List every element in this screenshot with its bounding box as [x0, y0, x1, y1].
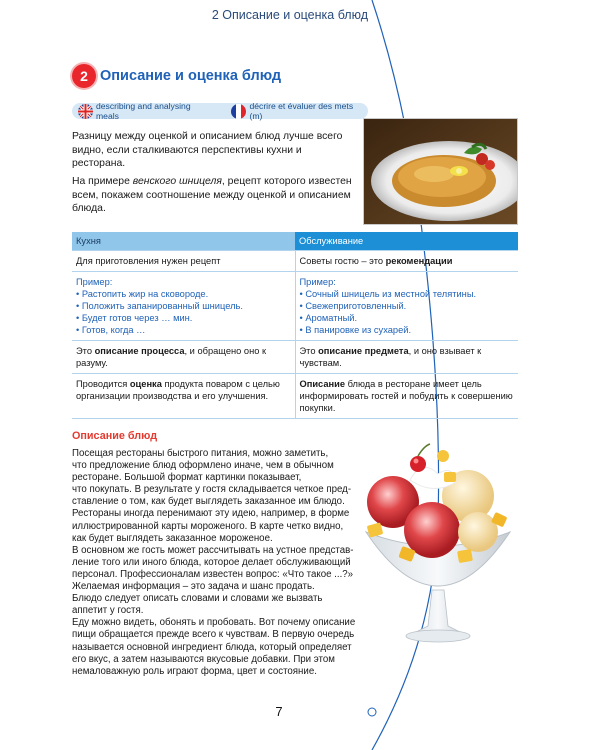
page-number: 7	[275, 704, 283, 719]
running-header: 2 Описание и оценка блюд	[211, 8, 368, 22]
table-cell: Это описание предмета, и оно взывает к чувствам.	[295, 341, 518, 374]
table-cell: Описание блюда в ресторане имеет цель информировать гостей и побудить к совершению покупки.	[295, 374, 518, 419]
table-cell: Пример: • Растопить жир на сковороде. • Положить запанированный шницель. • Будет готов через … мин. • Готов, когда …	[72, 272, 295, 341]
english-term: describing and analysing meals	[96, 101, 191, 121]
ice-cream-sundae-photo	[348, 440, 528, 650]
language-strip	[72, 103, 368, 119]
french-term: décrire et évaluer des mets (m)	[249, 101, 354, 121]
uk-flag-icon	[78, 104, 93, 119]
table-row	[72, 251, 518, 272]
table-cell: Проводится оценка продукта поваром с целью организации производства и его улучшения.	[72, 374, 295, 419]
column-header-service: Обслуживание	[295, 232, 518, 251]
intro-paragraph-1: Разницу между оценкой и описанием блюд лучше всего видно, если сталкиваются перспективы кухни и ресторана.	[72, 131, 343, 170]
table-cell: Советы гостю – это рекомендации	[295, 251, 518, 272]
table-row	[72, 374, 518, 419]
table-cell: Пример: • Сочный шницель из местной телятины. • Свежеприготовленный. • Ароматный. • В панировке из сухарей.	[295, 272, 518, 341]
section-title: Описание и оценка блюд	[100, 68, 282, 84]
comparison-table	[72, 232, 518, 419]
france-flag-icon	[231, 104, 246, 119]
schnitzel-photo	[363, 118, 518, 225]
body-text: Посещая рестораны быстрого питания, можно заметить, что предложение блюд оформлено иначе, чем в обычном ресторане. Большой формат картинки показывает, что покупать. В результате у гостя складывается четкое пред- ставление о том, как будет выглядеть заказанное им блюдо. Рестораны иногда перенимают эту идею, например, в форме иллюстрированной карты мороженого. В карте четко видно, как будет выглядеть заказанное мороженое. В основном же гость может рассчитывать на устное представ- ление того или иного блюда, которое делает обслуживающий персонал. Профессионалам известен вопрос: «Что такое ...?» Желаемая информация – это задача и шанс продать. Блюдо следует описать словами и словами же вызвать аппетит у гостя. Еду можно видеть, обонять и пробовать. Вот почему описание пищи обращается прежде всего к чувствам. В первую очередь называется основной ингредиент блюда, который определяет его вкус, а затем называются вкусовые добавки. При этом немаловажную роль играют форма, цвет и состояние.	[72, 448, 356, 677]
table-cell: Для приготовления нужен рецепт	[72, 251, 295, 272]
intro-paragraph-2: На примере венского шницеля, рецепт которого известен всем, покажем соотношение между оценкой и описанием блюда.	[72, 176, 352, 215]
table-cell: Это описание процесса, и обращено оно к разуму.	[72, 341, 295, 374]
table-row	[72, 341, 518, 374]
subsection-title: Описание блюд	[72, 430, 158, 442]
table-row	[72, 272, 518, 341]
column-header-kitchen: Кухня	[72, 232, 295, 251]
section-number-badge: 2	[72, 64, 96, 88]
